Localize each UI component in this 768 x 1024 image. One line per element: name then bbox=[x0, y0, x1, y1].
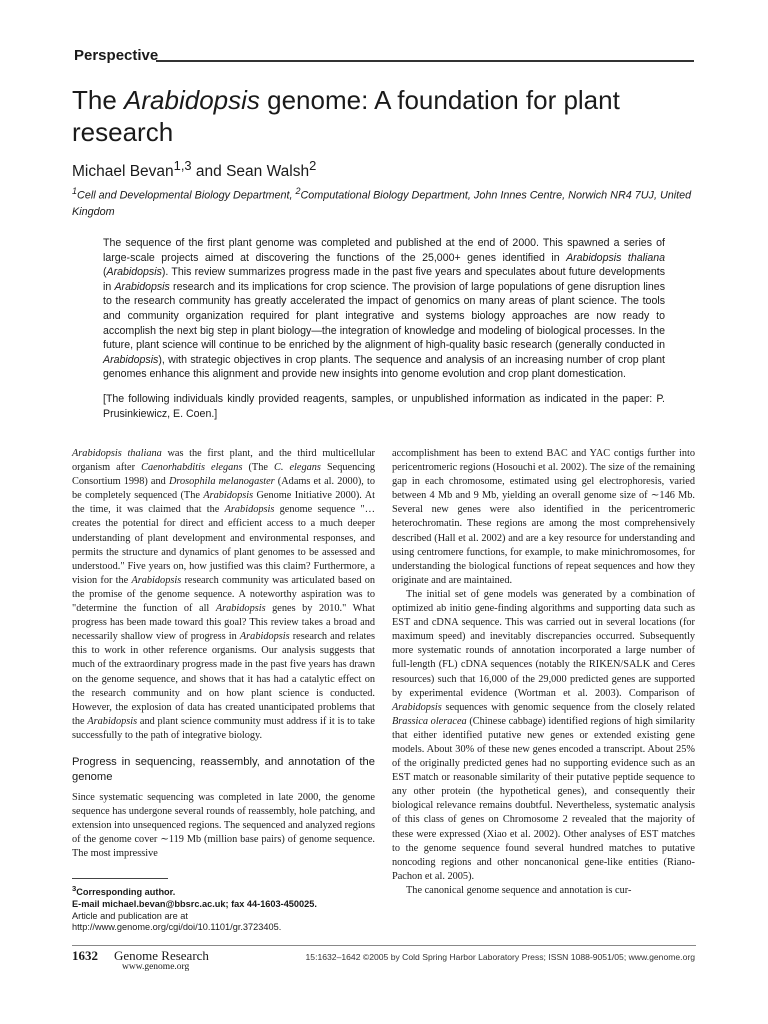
affiliations: $^1$Cell and Developmental Biology Department, $^2$Computational Biology Department, John Innes Centre, Norwich NR4 7UJ, United Kingdom bbox=[72, 186, 692, 218]
footnotes bbox=[72, 883, 378, 934]
section-heading: Progress in sequencing, reassembly, and annotation of the genome bbox=[72, 755, 375, 783]
body-column-left bbox=[72, 447, 375, 861]
abstract-text: The sequence of the first plant genome was completed and published at the end of 2000. This spawned a series of large-scale projects aimed at discovering the functions of the 25,000+ genes identified in Arabidopsis thaliana (Arabidopsis). This review summarizes progress made in the past five years and speculates about future developments in Arabidopsis research and its implications for crop science. The provision of large populations of gene disruption lines to the research community has greatly accelerated the impact of genomics on many areas of plant science. The tools and community organization required for plant integrative and systems biology approaches are now ready to accomplish the next big step in plant biology—the integration of knowledge and modeling of biological processes. In the future, plant science will continue to be enriched by the alignment of high-quality basic research (generally conducted in Arabidopsis), with strategic objectives in crop plants. The sequence and analysis of an increasing number of crop plant genomes enhance this alignment and provide new insights into genome evolution and crop plant domestication. bbox=[103, 237, 665, 381]
abstract bbox=[103, 236, 665, 421]
footnote-rule bbox=[72, 878, 168, 879]
section-label: Perspective bbox=[74, 47, 159, 64]
sequencing-paragraph: Since systematic sequencing was completed in late 2000, the genome sequence has undergone several rounds of reassembly, hole patching, and extension into unsequenced regions. The sequenced and analyzed regions of the genome cover ∼119 Mb (million base pairs) of genome sequence. The most impressive bbox=[72, 791, 375, 860]
corresponding-author: $^3$Corresponding author. bbox=[72, 884, 176, 898]
citation-line: 15:1632–1642 ©2005 by Cold Spring Harbor Laboratory Press; ISSN 1088-9051/05; www.genome.org bbox=[305, 952, 695, 962]
journal-url: www.genome.org bbox=[122, 962, 190, 972]
contact-email: E-mail michael.bevan@bbsrc.ac.uk; fax 44-1603-450025. bbox=[72, 898, 317, 909]
acknowledgement-note: [The following individuals kindly provided reagents, samples, or unpublished information as indicated in the paper: P. Prusinkiewicz, E. Coen.] bbox=[103, 392, 665, 420]
intro-paragraph: Arabidopsis thaliana was the first plant, and the third multicellular organism after Caenorhabditis elegans (The C. elegans Sequencing Consortium 1998) and Drosophila melanogaster (Adams et al. 2000), to be completely sequenced (The Arabidopsis Genome Initiative 2000). At the time, it was claimed that the Arabidopsis genome sequence "… creates the potential for direct and efficient access to a much deeper understanding of plant development and environmental responses, and permits the structure and dynamics of plant genomes to be assessed and understood." Five years on, how justified was this claim? Furthermore, a vision for the Arabidopsis research community was articulated based on the promise of the genome sequence. A noteworthy aspiration was to "determine the function of all Arabidopsis genes by 2010." What progress has been made toward this goal? This review takes a broad and necessarily shallow view of progress in Arabidopsis research and relates this to work in other reference organisms. Our analysis suggests that much of the extraordinary progress made in the past five years has drawn on the genome sequence, and shows that it has had a catalytic effect on the research community and on how plant science is conducted. However, the explosion of data has created unanticipated problems that the Arabidopsis and plant science community must address if it is to take successfully to the path of integrative biology. bbox=[72, 448, 376, 741]
gene-models-paragraph: The initial set of gene models was generated by a combination of optimized ab initio gene-finding algorithms and supporting data such as EST and cDNA sequence. This was carried out in several locations (for maximum speed) and inevitably discrepancies occurred. Subsequently more systematic rounds of annotation incorporated a large number of full-length (FL) cDNA sequences (notably the RIKEN/SALK and Ceres resources) such that 16,000 of the 29,000 predicted genes are supported by experimental evidence (Wortman et al. 2003). Comparison of Arabidopsis sequences with genomic sequence from the closely related Brassica oleracea (Chinese cabbage) identified regions of high similarity that either identified putative new genes or extended existing gene models. About 30% of these new genes encoded a transcript. About 25% of the originally predicted genes had no supporting evidence such as an EST match or reasonable similarity of their putative peptide sequence to any other protein (the hypothetical genes), and consequently their biological relevance remains doubtful. Nevertheless, systematic analysis of this class of genes on Chromosome 2 revealed that the majority of these were expressed (Xiao et al. 2002). Other analyses of EST matches to the genome sequence found several hundred matches to putative noncoding regions and other noncanonical gene-like entities (Riano-Pachon et al. 2005). bbox=[392, 588, 695, 882]
journal-name: Genome Research bbox=[114, 948, 209, 963]
article-title: The Arabidopsis genome: A foundation for plant research bbox=[72, 85, 620, 147]
section-rule bbox=[156, 60, 694, 62]
author-list: Michael Bevan$^{1,3}$ and Sean Walsh$^2$ bbox=[72, 158, 317, 181]
body-column-right bbox=[392, 447, 695, 898]
contigs-paragraph: accomplishment has been to extend BAC and YAC contigs further into pericentromeric regions (Hosouchi et al. 2002). The size of the remaining gap in each chromosome, estimated using gel electrophoresis, varied between 4 Mb and 9 Mb, yielding an overall genome size of ∼146 Mb. Several new genes were also identified in the pericentromeric heterochromatin. These regions are among the most comprehensively described (Hall et al. 2002) and are a key resource for understanding and using centromere functions, for example, to make minichromosomes, for understanding the biological functions of repeat sequences and how they originate and are maintained. bbox=[392, 448, 695, 586]
page-number: 1632 bbox=[72, 948, 98, 963]
footer-rule bbox=[72, 945, 696, 946]
annotation-paragraph: The canonical genome sequence and annotation is cur- bbox=[406, 884, 632, 896]
article-doi: Article and publication are at http://www.genome.org/cgi/doi/10.1101/gr.3723405. bbox=[72, 910, 282, 933]
